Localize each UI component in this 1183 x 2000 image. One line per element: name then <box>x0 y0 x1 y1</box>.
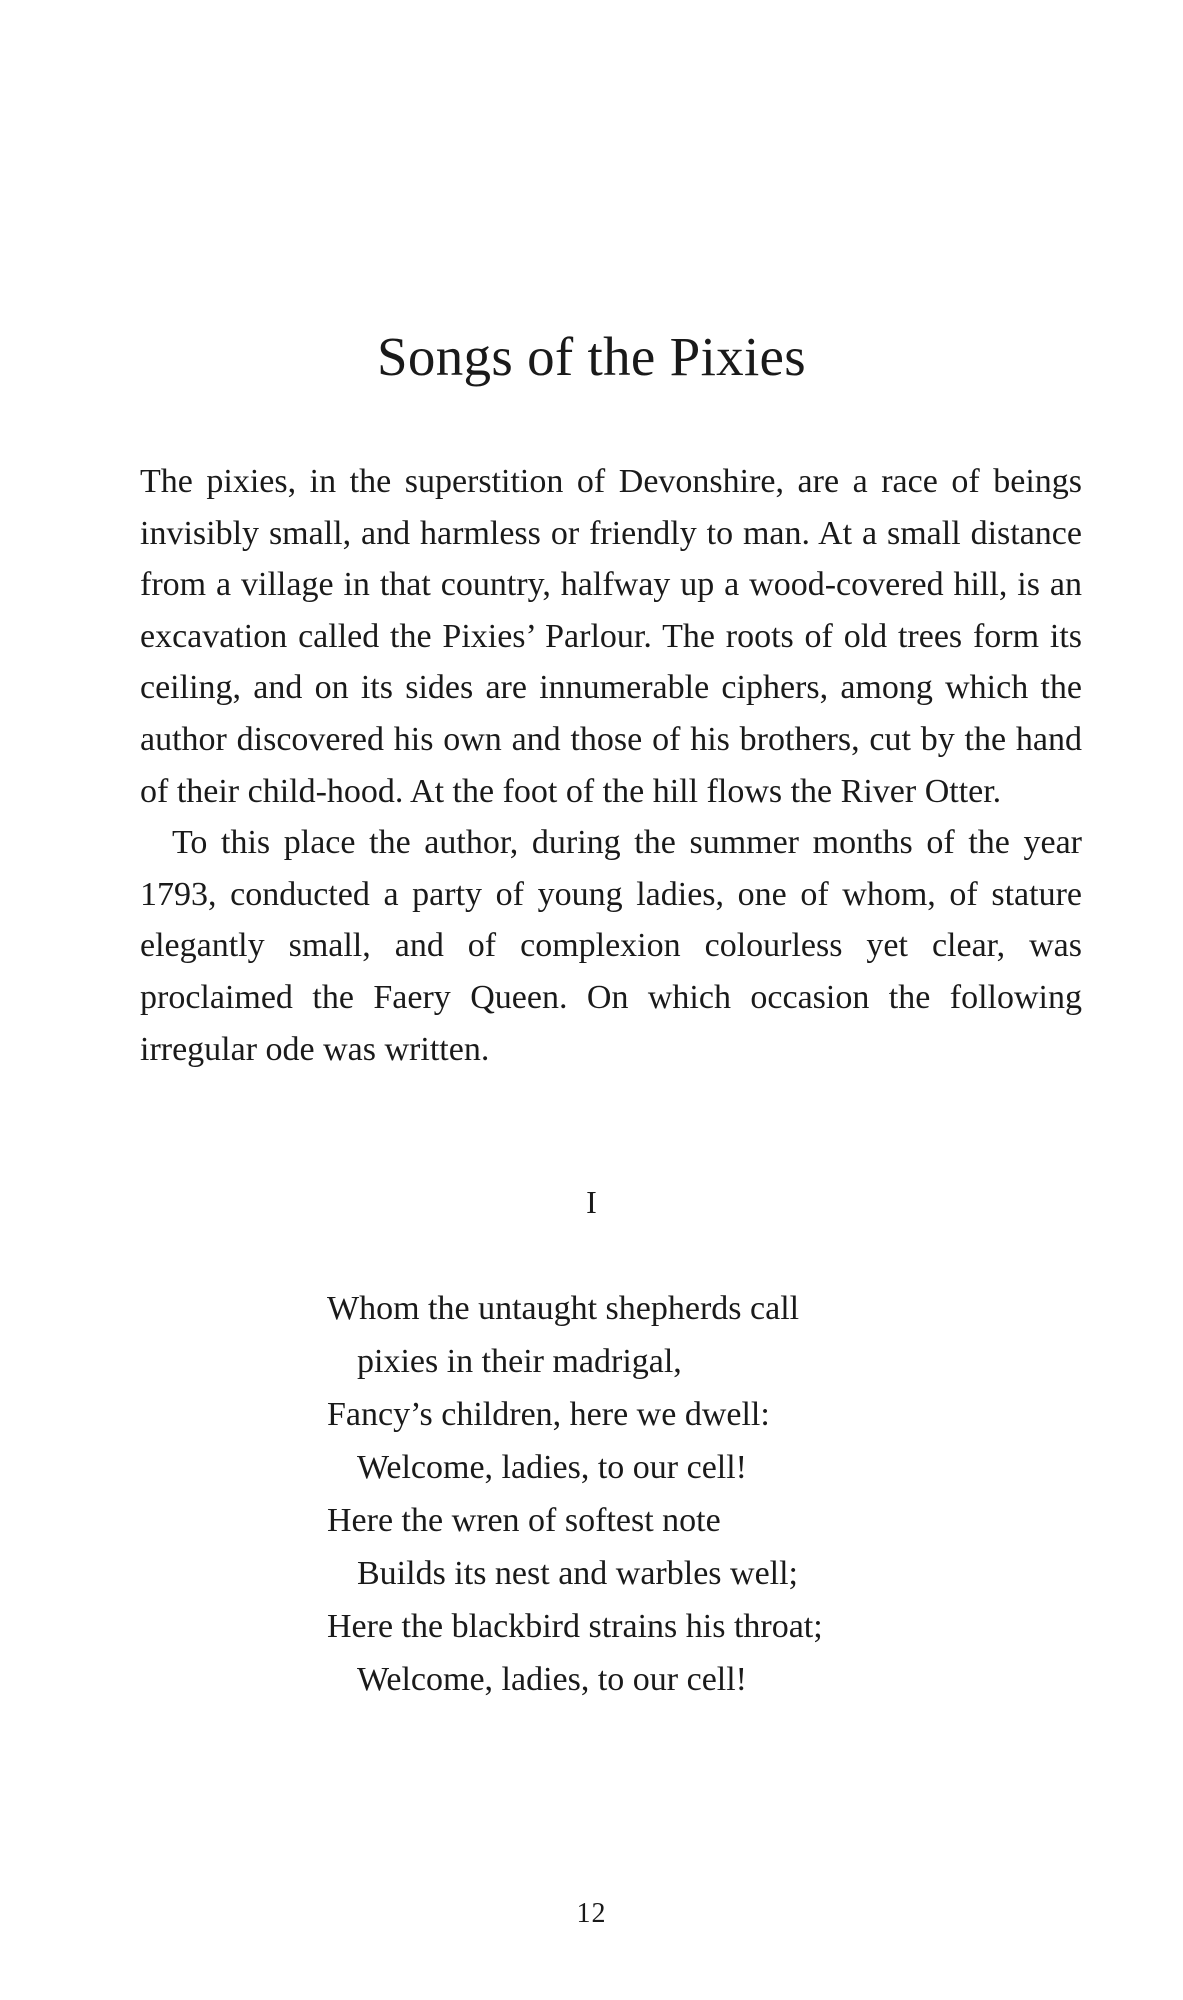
verse-line: Builds its nest and warbles well; <box>357 1555 799 1592</box>
page-title: Songs of the Pixies <box>377 326 806 387</box>
page-number: 12 <box>576 1898 607 1929</box>
intro-paragraph: To this place the author, during the summer months of the year 1793, conducted a party of young ladies, one of whom, of stature elegantly small, and of complexion colourless yet clear, was proclaimed the Faery Queen. On which occasion the following irregular ode was written. <box>140 824 1082 1068</box>
intro-paragraph: The pixies, in the superstition of Devonshire, are a race of beings invisibly small, and harmless or friendly to man. At a small distance from a village in that country, halfway up a wood-covered hill, is an excavation called the Pixies’ Parlour. The roots of old trees form its ceiling, and on its sides are innumerable ciphers, among which the author discovered his own and those of his brothers, cut by the hand of their child-hood. At the foot of the hill flows the River Otter. <box>140 463 1082 810</box>
verse-line: Welcome, ladies, to our cell! <box>357 1661 748 1698</box>
verse-line: pixies in their madrigal, <box>357 1343 682 1380</box>
verse-line: Here the wren of softest note <box>327 1502 721 1539</box>
verse-line: Here the blackbird strains his throat; <box>327 1608 823 1645</box>
verse-stanza <box>327 1282 1087 1706</box>
verse-line: Welcome, ladies, to our cell! <box>357 1449 748 1486</box>
intro-prose <box>140 456 1082 1075</box>
verse-line: Whom the untaught shepherds call <box>327 1290 800 1327</box>
verse-line: Fancy’s children, here we dwell: <box>327 1396 770 1433</box>
section-number: I <box>586 1184 597 1220</box>
